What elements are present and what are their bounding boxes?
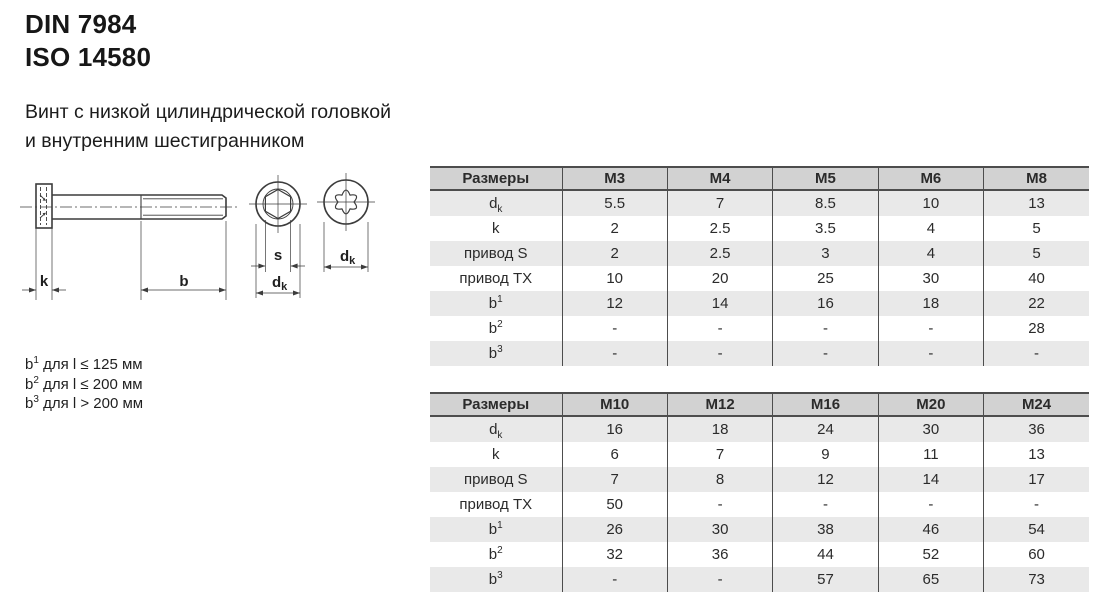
footnote-line: $b^2$ для l ≤ 200 мм bbox=[25, 374, 143, 393]
value-cell: 3.5 bbox=[773, 216, 878, 241]
row-label-cell: $d_k$ bbox=[430, 416, 562, 442]
value-cell: - bbox=[984, 492, 1089, 517]
value-cell: 14 bbox=[878, 467, 983, 492]
value-cell: 30 bbox=[667, 517, 772, 542]
value-cell: 18 bbox=[667, 416, 772, 442]
extension-lines bbox=[36, 221, 226, 300]
dimension-table-m3-m8 bbox=[430, 166, 1089, 366]
value-cell: 12 bbox=[773, 467, 878, 492]
table-row bbox=[430, 416, 1089, 442]
value-cell: 38 bbox=[773, 517, 878, 542]
table-row bbox=[430, 190, 1089, 216]
dimension-s-label: s bbox=[273, 247, 283, 264]
value-cell: 30 bbox=[878, 416, 983, 442]
value-cell: 13 bbox=[984, 190, 1089, 216]
table-row bbox=[430, 316, 1089, 341]
value-cell: 17 bbox=[984, 467, 1089, 492]
column-header-sizes: Размеры bbox=[430, 167, 562, 190]
value-cell: 7 bbox=[667, 442, 772, 467]
description-line2: и внутренним шестигранником bbox=[25, 130, 305, 152]
row-label-cell: привод TX bbox=[430, 492, 562, 517]
value-cell: 5.5 bbox=[562, 190, 667, 216]
value-cell: 50 bbox=[562, 492, 667, 517]
value-cell: - bbox=[667, 567, 772, 592]
column-header-M4: M4 bbox=[667, 167, 772, 190]
value-cell: - bbox=[984, 341, 1089, 366]
value-cell: 57 bbox=[773, 567, 878, 592]
standard-titles bbox=[25, 8, 151, 74]
value-cell: 12 bbox=[562, 291, 667, 316]
value-cell: 6 bbox=[562, 442, 667, 467]
value-cell: 26 bbox=[562, 517, 667, 542]
row-label-cell: привод S bbox=[430, 241, 562, 266]
value-cell: - bbox=[773, 341, 878, 366]
value-cell: 30 bbox=[878, 266, 983, 291]
row-label-cell: k bbox=[430, 216, 562, 241]
value-cell: 5 bbox=[984, 216, 1089, 241]
table-row bbox=[430, 467, 1089, 492]
value-cell: 8.5 bbox=[773, 190, 878, 216]
table-row bbox=[430, 567, 1089, 592]
value-cell: 14 bbox=[667, 291, 772, 316]
value-cell: - bbox=[667, 492, 772, 517]
column-header-M5: M5 bbox=[773, 167, 878, 190]
dimension-k-label: k bbox=[39, 273, 49, 290]
screw-head bbox=[36, 184, 52, 228]
value-cell: 24 bbox=[773, 416, 878, 442]
arrowhead bbox=[324, 265, 331, 270]
arrowhead bbox=[293, 291, 300, 296]
value-cell: 11 bbox=[878, 442, 983, 467]
column-header-M8: M8 bbox=[984, 167, 1089, 190]
row-label-cell: $b^1$ bbox=[430, 291, 562, 316]
value-cell: 4 bbox=[878, 216, 983, 241]
row-label-cell: $b^3$ bbox=[430, 341, 562, 366]
value-cell: 44 bbox=[773, 542, 878, 567]
arrowhead bbox=[291, 264, 298, 269]
value-cell: 8 bbox=[667, 467, 772, 492]
value-cell: 32 bbox=[562, 542, 667, 567]
dimension-b-label: b bbox=[179, 273, 189, 290]
value-cell: 7 bbox=[562, 467, 667, 492]
value-cell: - bbox=[562, 316, 667, 341]
value-cell: 9 bbox=[773, 442, 878, 467]
value-cell: 7 bbox=[667, 190, 772, 216]
column-header-M12: M12 bbox=[667, 393, 772, 416]
value-cell: 22 bbox=[984, 291, 1089, 316]
arrowhead bbox=[361, 265, 368, 270]
row-label-cell: $b^2$ bbox=[430, 542, 562, 567]
value-cell: - bbox=[667, 341, 772, 366]
column-header-M10: M10 bbox=[562, 393, 667, 416]
table-row bbox=[430, 517, 1089, 542]
value-cell: 18 bbox=[878, 291, 983, 316]
iso-number: ISO 14580 bbox=[25, 42, 152, 72]
value-cell: - bbox=[773, 492, 878, 517]
value-cell: 36 bbox=[984, 416, 1089, 442]
value-cell: 60 bbox=[984, 542, 1089, 567]
row-label-cell: $b^1$ bbox=[430, 517, 562, 542]
dimension-table-m10-m24 bbox=[430, 392, 1089, 592]
table-row bbox=[430, 216, 1089, 241]
footnotes bbox=[25, 355, 143, 414]
din-number: DIN 7984 bbox=[25, 9, 137, 39]
value-cell: 2 bbox=[562, 241, 667, 266]
description-line1: Винт с низкой цилиндрической головкой bbox=[25, 101, 391, 123]
table-row bbox=[430, 266, 1089, 291]
dimension-dk1-label: $d_k$ bbox=[272, 274, 288, 293]
value-cell: 16 bbox=[562, 416, 667, 442]
value-cell: 40 bbox=[984, 266, 1089, 291]
footnote-line: $b^1$ для l ≤ 125 мм bbox=[25, 355, 143, 373]
arrowhead bbox=[256, 291, 263, 296]
value-cell: 2 bbox=[562, 216, 667, 241]
value-cell: 54 bbox=[984, 517, 1089, 542]
column-header-M24: M24 bbox=[984, 393, 1089, 416]
table-header-row bbox=[430, 393, 1089, 416]
value-cell: 3 bbox=[773, 241, 878, 266]
row-label-cell: k bbox=[430, 442, 562, 467]
table-row bbox=[430, 291, 1089, 316]
value-cell: 13 bbox=[984, 442, 1089, 467]
table-row bbox=[430, 241, 1089, 266]
hex-view-crosshair bbox=[249, 175, 307, 233]
table-row bbox=[430, 542, 1089, 567]
value-cell: 36 bbox=[667, 542, 772, 567]
value-cell: 5 bbox=[984, 241, 1089, 266]
row-label-cell: $d_k$ bbox=[430, 190, 562, 216]
arrowhead bbox=[258, 264, 265, 269]
dimension-dk2-label: $d_k$ bbox=[340, 248, 356, 267]
table-row bbox=[430, 341, 1089, 366]
value-cell: - bbox=[773, 316, 878, 341]
value-cell: 2.5 bbox=[667, 216, 772, 241]
table-header-row bbox=[430, 167, 1089, 190]
row-label-cell: привод S bbox=[430, 467, 562, 492]
value-cell: 10 bbox=[562, 266, 667, 291]
value-cell: 73 bbox=[984, 567, 1089, 592]
value-cell: - bbox=[878, 492, 983, 517]
column-header-M20: M20 bbox=[878, 393, 983, 416]
arrowhead bbox=[52, 288, 59, 293]
footnote-line: $b^3$ для l > 200 мм bbox=[25, 394, 144, 412]
arrowhead bbox=[219, 288, 226, 293]
row-label-cell: привод TX bbox=[430, 266, 562, 291]
table-row bbox=[430, 442, 1089, 467]
value-cell: 28 bbox=[984, 316, 1089, 341]
value-cell: 20 bbox=[667, 266, 772, 291]
value-cell: - bbox=[878, 316, 983, 341]
torx-view-crosshair bbox=[317, 173, 375, 231]
value-cell: 2.5 bbox=[667, 241, 772, 266]
value-cell: 46 bbox=[878, 517, 983, 542]
row-label-cell: $b^3$ bbox=[430, 567, 562, 592]
value-cell: 16 bbox=[773, 291, 878, 316]
row-label-cell: $b^2$ bbox=[430, 316, 562, 341]
arrowhead bbox=[141, 288, 148, 293]
arrowhead bbox=[29, 288, 36, 293]
column-header-M16: M16 bbox=[773, 393, 878, 416]
value-cell: - bbox=[878, 341, 983, 366]
column-header-M6: M6 bbox=[878, 167, 983, 190]
value-cell: - bbox=[562, 341, 667, 366]
product-description bbox=[25, 98, 391, 156]
value-cell: 52 bbox=[878, 542, 983, 567]
value-cell: 4 bbox=[878, 241, 983, 266]
column-header-sizes: Размеры bbox=[430, 393, 562, 416]
value-cell: - bbox=[667, 316, 772, 341]
value-cell: - bbox=[562, 567, 667, 592]
table-row bbox=[430, 492, 1089, 517]
value-cell: 65 bbox=[878, 567, 983, 592]
column-header-M3: M3 bbox=[562, 167, 667, 190]
value-cell: 25 bbox=[773, 266, 878, 291]
value-cell: 10 bbox=[878, 190, 983, 216]
